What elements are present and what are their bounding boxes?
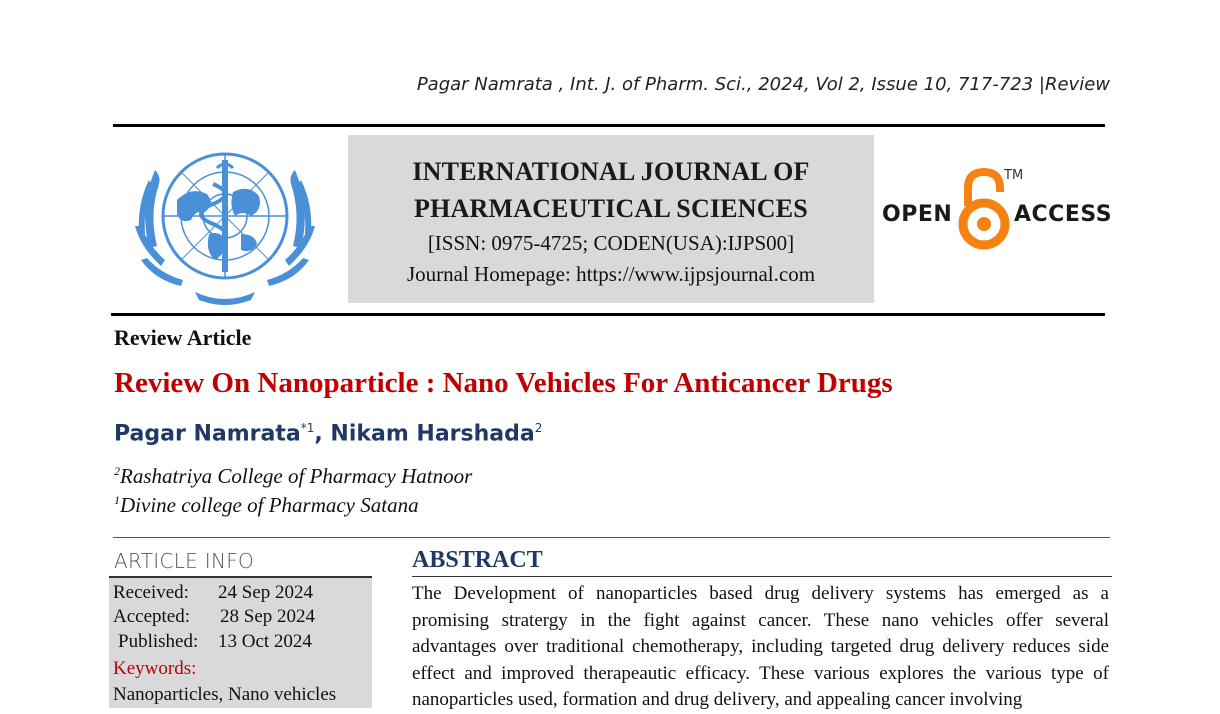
author-name-1: Pagar Namrata bbox=[114, 421, 301, 447]
affiliation-2 bbox=[114, 493, 419, 518]
author-list bbox=[114, 421, 542, 446]
un-emblem-logo bbox=[125, 138, 325, 306]
keywords-text: Nanoparticles, Nano vehicles bbox=[113, 684, 337, 705]
published-label: Published: bbox=[118, 631, 199, 652]
accepted-date: 28 Sep 2024 bbox=[220, 606, 315, 627]
journal-masthead bbox=[348, 135, 874, 303]
abstract-heading: ABSTRACT bbox=[412, 547, 543, 573]
article-type: Review Article bbox=[114, 325, 252, 350]
article-info-heading: ARTICLE INFO bbox=[114, 549, 255, 573]
article-info-box bbox=[109, 576, 372, 708]
author-mark-2: 2 bbox=[534, 421, 543, 435]
author-separator: , bbox=[314, 421, 331, 447]
author-name-2: Nikam Harshada bbox=[330, 421, 535, 447]
journal-title-line1: INTERNATIONAL JOURNAL OF bbox=[412, 157, 810, 186]
journal-homepage: Journal Homepage: https://www.ijpsjournal.com bbox=[406, 262, 816, 286]
published-row bbox=[118, 631, 312, 653]
affiliation-text: Divine college of Pharmacy Satana bbox=[120, 493, 419, 517]
header-rule-top bbox=[113, 124, 1105, 127]
affiliation-text: Rashatriya College of Pharmacy Hatnoor bbox=[120, 464, 473, 488]
received-row bbox=[113, 582, 313, 604]
header-rule-bottom bbox=[111, 313, 1105, 316]
open-access-left-text: OPEN bbox=[882, 202, 953, 227]
section-divider bbox=[113, 537, 1110, 538]
abstract-rule bbox=[412, 576, 1112, 577]
journal-title bbox=[348, 153, 874, 227]
journal-issn: [ISSN: 0975-4725; CODEN(USA):IJPS00] bbox=[427, 231, 795, 255]
affiliation-1 bbox=[114, 464, 472, 489]
running-head: Pagar Namrata , Int. J. of Pharm. Sci., 2024, Vol 2, Issue 10, 717-723 |Review bbox=[416, 74, 1110, 95]
received-date: 24 Sep 2024 bbox=[218, 582, 313, 603]
open-access-right-text: ACCESS bbox=[1014, 202, 1113, 227]
keywords-label: Keywords: bbox=[113, 658, 197, 679]
trademark-mark: TM bbox=[1004, 168, 1024, 183]
accepted-row bbox=[113, 606, 315, 628]
published-date: 13 Oct 2024 bbox=[218, 631, 312, 652]
affiliation-mark: 1 bbox=[114, 493, 120, 507]
accepted-label: Accepted: bbox=[113, 606, 191, 627]
received-label: Received: bbox=[113, 582, 189, 603]
journal-title-line2: PHARMACEUTICAL SCIENCES bbox=[414, 194, 808, 223]
affiliation-mark: 2 bbox=[114, 464, 120, 478]
abstract-text: The Development of nanoparticles based drug delivery systems has emerged as a promising stratergy in the fight against cancer. These nano vehicles offer several advantages over traditional chemotherapy, including targeted drug delivery reduces side effect and improved therapeautic efficacy. These various explores the various type of nanoparticles used, formation and drug delivery, and appealing cancer involving bbox=[412, 583, 1109, 710]
open-access-logo bbox=[880, 166, 1113, 256]
author-mark-1: *1 bbox=[300, 421, 315, 435]
article-title: Review On Nanoparticle : Nano Vehicles For Anticancer Drugs bbox=[114, 367, 893, 399]
